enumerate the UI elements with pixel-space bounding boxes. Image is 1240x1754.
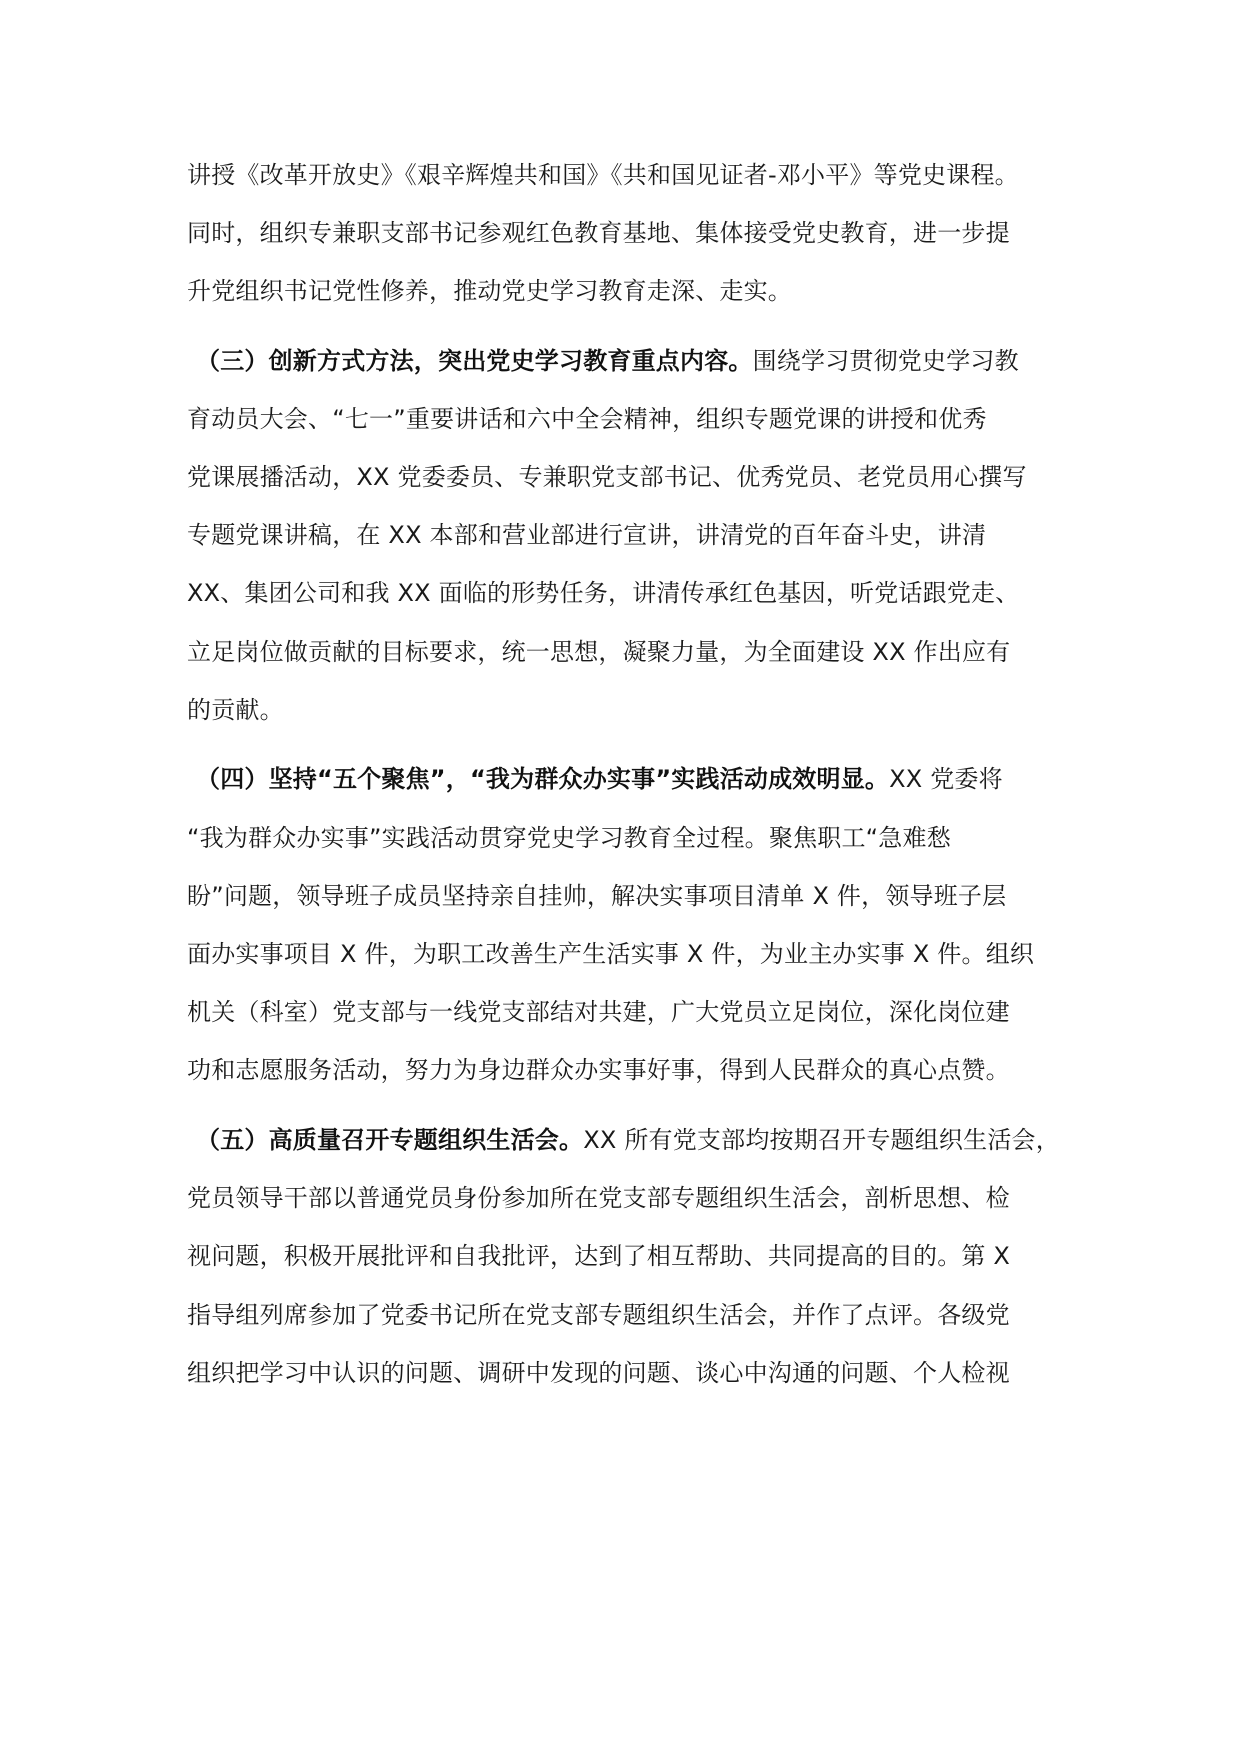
line-text: 功和志愿服务活动，努力为身边群众办实事好事，得到人民群众的真心点赞。	[187, 1056, 1010, 1084]
section-heading-bold: （五）高质量召开专题组织生活会。	[196, 1126, 584, 1154]
line-text: 讲授《改革开放史》《艰辛辉煌共和国》《共和国见证者-邓小平》等党史课程。	[187, 161, 1019, 189]
line-text: 组织把学习中认识的问题、调研中发现的问题、谈心中沟通的问题、个人检视	[187, 1359, 1010, 1387]
paragraph-line	[187, 997, 1010, 1027]
paragraph-line	[187, 218, 1010, 248]
line-text: 视问题，积极开展批评和自我批评，达到了相互帮助、共同提高的目的。第 X	[187, 1242, 1011, 1270]
paragraph-line	[187, 462, 1027, 492]
section-heading-bold: （四）坚持“五个聚焦”，“我为群众办实事”实践活动成效明显。	[196, 765, 890, 793]
line-text: 党员领导干部以普通党员身份参加所在党支部专题组织生活会，剖析思想、检	[187, 1184, 1010, 1212]
section-heading-line	[196, 764, 1003, 794]
line-text: 同时，组织专兼职支部书记参观红色教育基地、集体接受党史教育，进一步提	[187, 219, 1010, 247]
line-text: XX 所有党支部均按期召开专题组织生活会，	[583, 1126, 1060, 1154]
line-text: 升党组织书记党性修养，推动党史学习教育走深、走实。	[187, 277, 792, 305]
line-text: 的贡献。	[187, 696, 284, 724]
line-text: 面办实事项目 X 件，为职工改善生产生活实事 X 件，为业主办实事 X 件。组织	[187, 940, 1035, 968]
line-text: “我为群众办实事”实践活动贯穿党史学习教育全过程。聚焦职工“急难愁	[187, 824, 951, 852]
paragraph-line	[187, 276, 792, 306]
paragraph-line	[187, 1183, 1010, 1213]
paragraph-line	[187, 1055, 1010, 1085]
paragraph-line	[187, 823, 951, 853]
paragraph-line	[187, 404, 987, 434]
line-text: 专题党课讲稿，在 XX 本部和营业部进行宣讲，讲清党的百年奋斗史，讲清	[187, 521, 987, 549]
paragraph-line	[187, 1358, 1010, 1388]
section-heading-bold: （三）创新方式方法，突出党史学习教育重点内容。	[196, 347, 753, 375]
line-text: 党课展播活动，XX 党委委员、专兼职党支部书记、优秀党员、老党员用心撰写	[187, 463, 1027, 491]
section-heading-line	[196, 1125, 1060, 1155]
paragraph-line	[187, 520, 986, 550]
paragraph-line	[187, 637, 1010, 667]
paragraph-line	[187, 1241, 1010, 1271]
paragraph-line	[187, 881, 1006, 911]
section-heading-line	[196, 346, 1019, 376]
paragraph-line	[187, 939, 1034, 969]
line-text: XX、集团公司和我 XX 面临的形势任务，讲清传承红色基因，听党话跟党走、	[187, 579, 1020, 607]
paragraph-line	[187, 1300, 1010, 1330]
line-text: 立足岗位做贡献的目标要求，统一思想，凝聚力量，为全面建设 XX 作出应有	[187, 638, 1011, 666]
line-text: 盼”问题，领导班子成员坚持亲自挂帅，解决实事项目清单 X 件，领导班子层	[187, 882, 1007, 910]
line-text: 指导组列席参加了党委书记所在党支部专题组织生活会，并作了点评。各级党	[187, 1301, 1010, 1329]
paragraph-line	[187, 695, 284, 725]
line-text: 育动员大会、“七一”重要讲话和六中全会精神，组织专题党课的讲授和优秀	[187, 405, 987, 433]
line-text: 机关（科室）党支部与一线党支部结对共建，广大党员立足岗位，深化岗位建	[187, 998, 1010, 1026]
paragraph-line	[187, 578, 1019, 608]
paragraph-line	[187, 160, 1019, 190]
line-text: 围绕学习贯彻党史学习教	[752, 347, 1019, 375]
line-text: XX 党委将	[889, 765, 1003, 793]
